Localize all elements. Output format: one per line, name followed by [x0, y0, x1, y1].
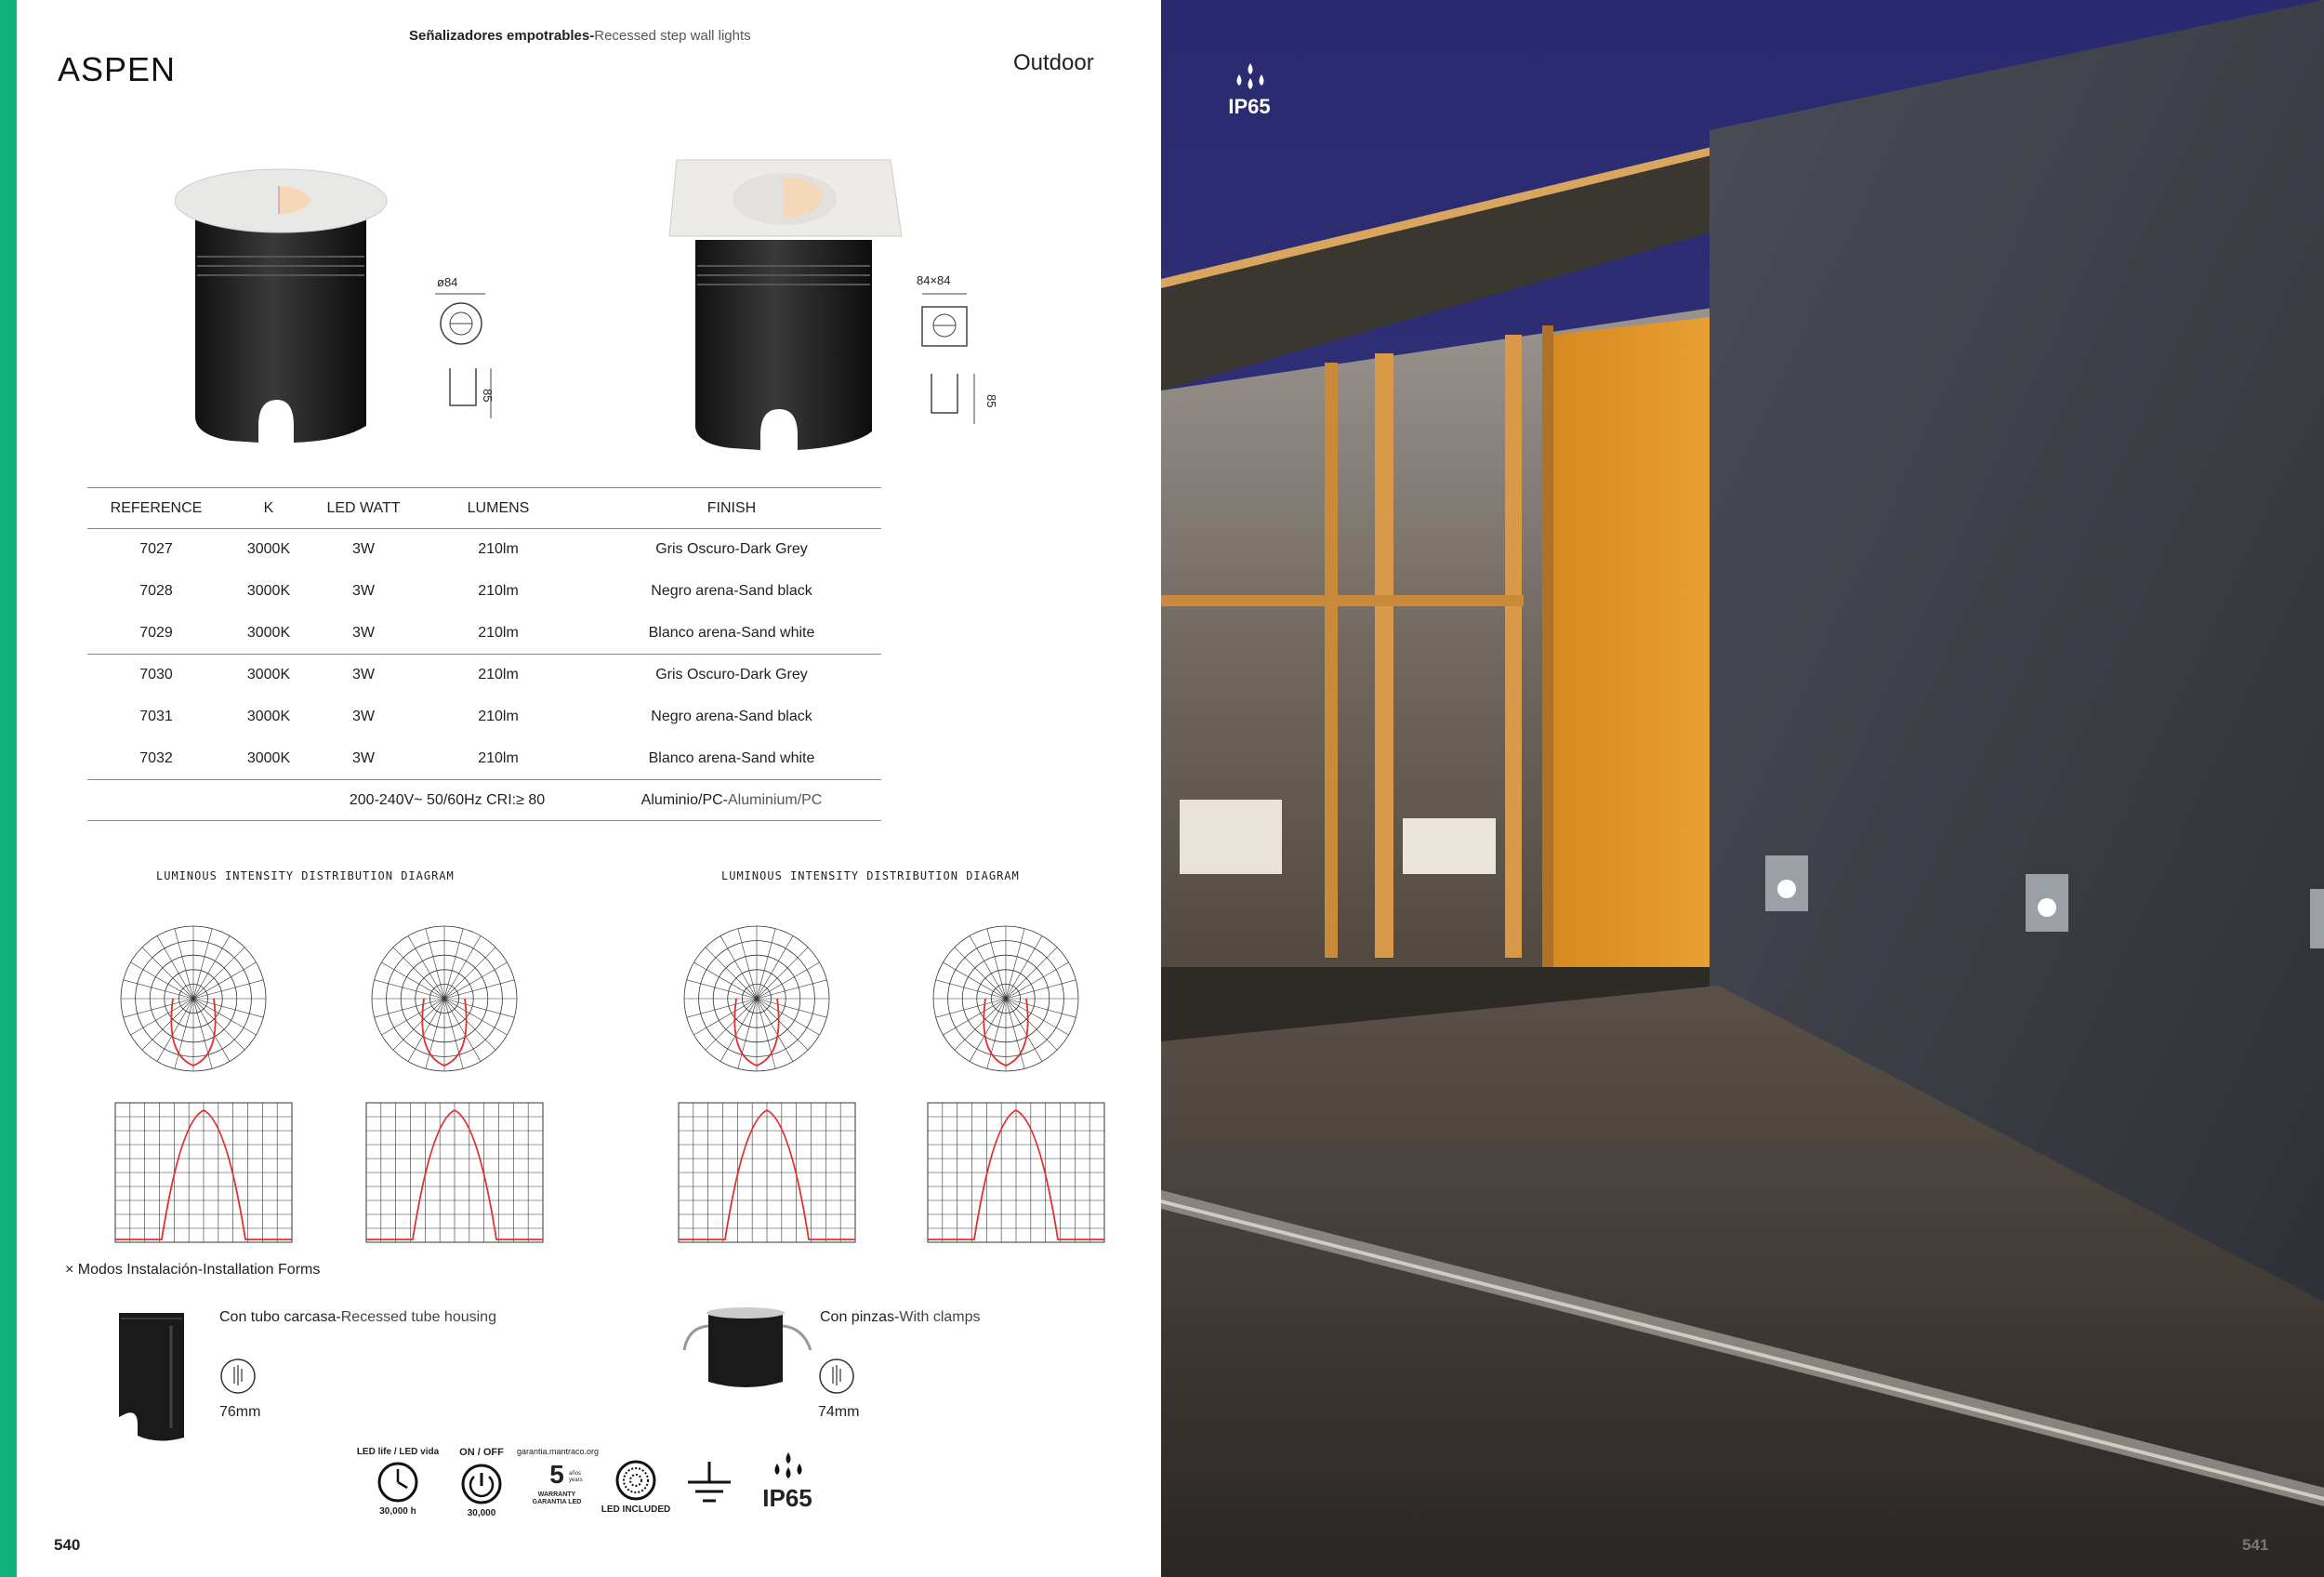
polar-spoke: [738, 929, 757, 999]
table-row: [87, 738, 881, 780]
table-row: [87, 571, 881, 613]
polar-spoke: [193, 999, 257, 1035]
ip65-badge: [746, 1451, 829, 1525]
polar-spoke: [393, 999, 444, 1050]
polar-spoke: [757, 935, 793, 999]
polar-spoke: [1006, 948, 1057, 999]
polar-spoke: [987, 999, 1006, 1068]
cell-lumens: 210lm: [478, 541, 519, 558]
cell-watt: 3W: [352, 667, 375, 683]
option-clamps-label: Con pinzas-With clamps: [820, 1309, 981, 1325]
cell-watt: 3W: [312, 738, 415, 780]
polar-spoke: [142, 948, 193, 999]
cell-lumens: 210lm: [478, 667, 519, 683]
led-included-badge: [599, 1447, 673, 1531]
cell-k: 3000K: [246, 583, 291, 599]
water-drops-icon: [1230, 61, 1271, 95]
polar-spoke: [706, 999, 757, 1050]
polar-spoke: [943, 999, 1006, 1035]
polar-spoke: [936, 980, 1006, 999]
polar-spoke: [1006, 999, 1076, 1017]
polar-spoke: [193, 980, 263, 999]
polar-spoke: [193, 929, 212, 999]
polar-spoke: [687, 999, 757, 1017]
polar-spoke: [193, 999, 230, 1062]
polar-spoke: [1006, 962, 1069, 999]
cell-finish: Negro arena-Sand black: [651, 709, 812, 724]
polar-spoke: [1006, 999, 1042, 1062]
power-icon: [457, 1460, 506, 1508]
table-footer-row: [87, 780, 881, 821]
led-life-badge: [351, 1447, 444, 1521]
polar-spoke: [444, 980, 514, 999]
polar-spoke: [408, 999, 444, 1062]
cell-ref: 7030: [139, 667, 173, 683]
warranty-badge: [517, 1447, 600, 1521]
water-drops-icon: [768, 1451, 809, 1484]
cell-k: 3000K: [246, 709, 291, 724]
polar-spoke: [1006, 935, 1042, 999]
polar-spoke: [757, 999, 808, 1050]
category-subtitle: Señalizadores empotrables-Recessed step wall lights: [409, 28, 751, 44]
polar-spoke: [987, 929, 1006, 999]
onoff-count: 30,000: [467, 1508, 496, 1518]
cell-lumens: 210lm: [478, 583, 519, 599]
polar-spoke: [970, 935, 1006, 999]
clamps-image: [680, 1307, 820, 1400]
polar-spoke: [124, 999, 193, 1017]
polar-spoke: [1006, 999, 1024, 1068]
polar-spoke: [1006, 929, 1024, 999]
polar-spoke: [426, 929, 444, 999]
electrical-spec: 200-240V~ 50/60Hz CRI:≥ 80: [312, 780, 582, 821]
ip-rating-text: IP65: [762, 1484, 812, 1512]
polar-spoke: [720, 999, 757, 1062]
warranty-text: WARRANTY GARANTIA LED: [532, 1491, 582, 1505]
polar-spoke: [130, 962, 193, 999]
cell-k: 3000K: [246, 541, 291, 558]
polar-spoke: [157, 935, 193, 999]
polar-spoke: [444, 999, 481, 1062]
polar-spoke: [757, 962, 820, 999]
table-header-row: [87, 488, 881, 529]
lifestyle-photo: [1161, 0, 2324, 1577]
cell-finish: Blanco arena-Sand white: [582, 738, 881, 780]
environment-label: Outdoor: [1013, 50, 1094, 75]
header-k: K: [225, 488, 312, 529]
polar-spoke: [444, 935, 481, 999]
product-title: ASPEN: [58, 50, 177, 88]
cell-ref: 7032: [87, 738, 225, 780]
tube-housing-image: [106, 1307, 199, 1447]
polar-spoke: [1006, 999, 1057, 1050]
polar-spoke: [687, 980, 757, 999]
distribution-diagrams: [91, 921, 1114, 1265]
polar-spoke: [193, 962, 257, 999]
polar-spoke: [757, 999, 820, 1035]
round-light-image: [175, 156, 416, 454]
polar-spoke: [720, 935, 757, 999]
polar-spoke: [193, 999, 244, 1050]
spec-table: [87, 487, 881, 821]
warranty-years: 5: [549, 1460, 564, 1489]
cell-ref: 7031: [139, 709, 173, 724]
photo-ip65-badge: [1217, 61, 1282, 126]
cell-ref: 7028: [139, 583, 173, 599]
polar-spoke: [381, 999, 444, 1035]
polar-spoke: [193, 935, 230, 999]
category-en: Recessed step wall lights: [594, 28, 751, 44]
ground-icon: [682, 1460, 736, 1506]
header-lumens: LUMENS: [415, 488, 582, 529]
onoff-text: ON / OFF: [459, 1447, 504, 1458]
photo-ip-text: IP65: [1228, 95, 1271, 118]
warranty-unit: años years: [569, 1471, 583, 1483]
option-tube-label: Con tubo carcasa-Recessed tube housing: [219, 1309, 496, 1325]
polar-spoke: [175, 999, 193, 1068]
cell-k: 3000K: [225, 613, 312, 655]
polar-spoke: [444, 999, 463, 1068]
cell-watt: 3W: [352, 583, 375, 599]
polar-spoke: [444, 999, 508, 1035]
polar-spoke: [757, 999, 793, 1062]
cutout-icon: [818, 1356, 855, 1397]
polar-spoke: [757, 999, 826, 1017]
polar-spoke: [193, 999, 212, 1068]
polar-spoke: [193, 948, 244, 999]
polar-spoke: [757, 980, 826, 999]
accent-bar: [0, 0, 17, 1577]
cell-k: 3000K: [225, 738, 312, 780]
cell-watt: 3W: [352, 709, 375, 724]
polar-spoke: [426, 999, 444, 1068]
polar-spoke: [955, 948, 1006, 999]
polar-spoke: [393, 948, 444, 999]
polar-spoke: [757, 999, 775, 1068]
material-spec: Aluminio/PC-Aluminium/PC: [582, 780, 881, 821]
polar-spoke: [706, 948, 757, 999]
category-es: Señalizadores empotrables: [409, 28, 590, 44]
round-height: 85: [481, 389, 495, 403]
cell-finish: Gris Oscuro-Dark Grey: [655, 541, 808, 558]
polar-spoke: [444, 999, 495, 1050]
table-row: [87, 696, 881, 738]
led-life-text: LED life / LED vida: [356, 1447, 440, 1457]
diagram-title-right: LUMINOUS INTENSITY DISTRIBUTION DIAGRAM: [721, 869, 1020, 882]
polar-spoke: [124, 980, 193, 999]
polar-spoke: [142, 999, 193, 1050]
cutout-icon: [219, 1356, 257, 1397]
square-dimension: 84×84: [917, 273, 951, 287]
polar-spoke: [1006, 999, 1069, 1035]
polar-spoke: [408, 935, 444, 999]
option-tube-size: 76mm: [219, 1404, 261, 1420]
table-row: [87, 529, 881, 571]
page-number-right: 541: [2242, 1536, 2269, 1554]
cell-watt: 3W: [312, 613, 415, 655]
square-dimension-drawing: [915, 290, 1008, 430]
polar-spoke: [375, 980, 444, 999]
diagram-title-left: LUMINOUS INTENSITY DISTRIBUTION DIAGRAM: [156, 869, 455, 882]
led-included-text: LED INCLUDED: [601, 1504, 671, 1515]
polar-spoke: [943, 962, 1006, 999]
polar-spoke: [130, 999, 193, 1035]
polar-spoke: [193, 999, 263, 1017]
cell-finish: Gris Oscuro-Dark Grey: [655, 667, 808, 683]
onoff-badge: [444, 1447, 519, 1521]
cell-finish: Negro arena-Sand black: [651, 583, 812, 599]
polar-spoke: [444, 948, 495, 999]
header-finish: FINISH: [582, 488, 881, 529]
round-dimension: ø84: [437, 275, 458, 289]
square-light-image: [658, 156, 918, 463]
polar-spoke: [444, 999, 514, 1017]
polar-spoke: [381, 962, 444, 999]
polar-spoke: [375, 999, 444, 1017]
warranty-url: garantia.mantraco.org: [517, 1447, 600, 1456]
polar-spoke: [757, 929, 775, 999]
cell-lumens: 210lm: [415, 738, 582, 780]
cell-ref: 7027: [139, 541, 173, 558]
installation-title: × Modos Instalación-Installation Forms: [65, 1262, 321, 1278]
polar-spoke: [955, 999, 1006, 1050]
polar-spoke: [1006, 980, 1076, 999]
polar-spoke: [693, 999, 757, 1035]
polar-spoke: [444, 929, 463, 999]
cell-finish: Blanco arena-Sand white: [582, 613, 881, 655]
polar-spoke: [175, 929, 193, 999]
building-photo: [1161, 0, 2324, 1577]
led-hours-text: 30,000 h: [379, 1506, 416, 1517]
cell-lumens: 210lm: [478, 709, 519, 724]
table-row: [87, 655, 881, 696]
polar-spoke: [693, 962, 757, 999]
polar-spoke: [444, 962, 508, 999]
square-height: 85: [984, 394, 998, 408]
catalog-left-page: [17, 0, 1161, 1577]
header-led-watt: LED WATT: [312, 488, 415, 529]
polar-spoke: [757, 948, 808, 999]
polar-spoke: [738, 999, 757, 1068]
cell-watt: 3W: [352, 541, 375, 558]
option-clamps-size: 74mm: [818, 1404, 860, 1420]
polar-spoke: [157, 999, 193, 1062]
cell-k: 3000K: [246, 667, 291, 683]
table-row: [87, 613, 881, 655]
polar-spoke: [970, 999, 1006, 1062]
polar-spoke: [936, 999, 1006, 1017]
header-reference: REFERENCE: [87, 488, 225, 529]
page-number-left: 540: [54, 1536, 81, 1554]
led-chip-icon: [612, 1456, 660, 1504]
cell-lumens: 210lm: [415, 613, 582, 655]
cell-ref: 7029: [87, 613, 225, 655]
round-dimension-drawing: [426, 290, 519, 430]
